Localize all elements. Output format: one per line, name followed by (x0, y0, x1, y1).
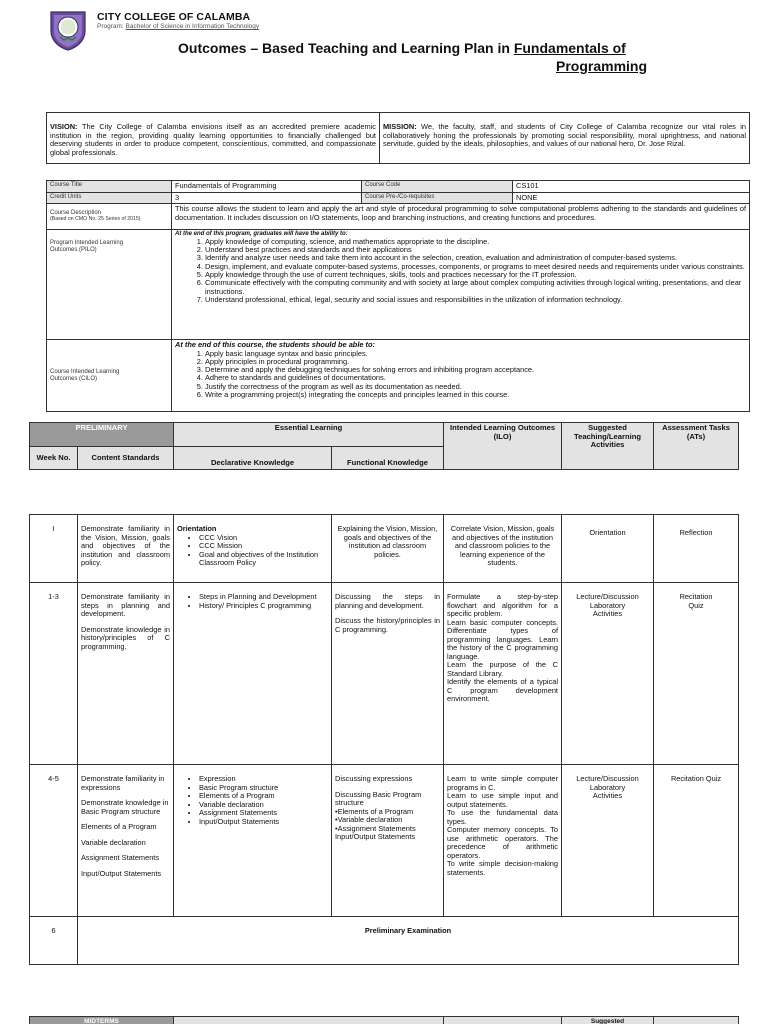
cilo-item: 6. Write a programming project(s) integrating the concepts and principles learned in this course. (205, 391, 746, 399)
assessment-cell: Reflection (654, 515, 739, 583)
table-row (30, 765, 739, 917)
course-description: This course allows the student to learn and apply the art and style of procedural programming to solve computational problems adhering to the standards and guidelines of documentation. It includes discussion on I/O statements, loop and branching instructions, and creating functions and procedures. (172, 204, 750, 230)
content-cell (78, 765, 174, 917)
table-row (30, 917, 739, 965)
list-item: • Input/Output Statements (199, 818, 328, 827)
list-item: • CCC Vision (199, 534, 328, 543)
content-line: Demonstrate familiarity in expressions (81, 774, 165, 792)
ilo-cell: Formulate a step-by-step flowchart and algorithm for a specific problem. Learn basic computer concepts. Differentiate types of programming languages. Learn the history of the C programming language. Learn the purpose of the C Standard Library. Identify the elements of a typical C program development environment. (444, 583, 562, 765)
list-item: • Goal and objectives of the Institution Classroom Policy (199, 551, 328, 568)
content-standards-header: Content Standards (78, 447, 174, 470)
content-line: Elements of a Program (81, 822, 157, 832)
content-line: Assignment Statements (81, 853, 160, 863)
exam-label: Preliminary Examination (78, 917, 739, 965)
content-line: Demonstrate knowledge in Basic Program structure (81, 798, 169, 816)
table-row (30, 515, 739, 583)
pilo-item: 6. Communicate effectively with the computing community and with society at large about complex computing activities through logical writing, presentations, and clear instructions. (205, 279, 746, 296)
midterm-assessment-header (654, 1017, 739, 1024)
cilo-item: 3. Determine and apply the debugging techniques for solving errors and inhibiting program acceptance. (205, 366, 746, 374)
term-label: PRELIMINARY (30, 423, 174, 447)
functional-header: Functional Knowledge (332, 447, 444, 470)
week-cell: I (30, 515, 78, 583)
functional-cell: Explaining the Vision, Mission, goals and objectives of the institution ad classroom policies. (332, 515, 444, 583)
pilo-label-cell: Program Intended Learning Outcomes (PILO) (47, 230, 172, 340)
assessment-header: Assessment Tasks (ATs) (654, 423, 739, 470)
declarative-cell: Orientation • CCC Vision • CCC Mission • Goal and objectives of the Institution Classroom Policy (174, 515, 332, 583)
cilo-item: 1. Apply basic language syntax and basic principles. (205, 350, 746, 358)
midterm-term-label: MIDTERMS (30, 1017, 174, 1024)
list-item: • Expression (199, 775, 328, 784)
declarative-cell (174, 583, 332, 765)
midterm-ilo-header (444, 1017, 562, 1024)
mission-cell: MISSION: We, the faculty, staff, and students of City College of Calamba recognize our vital roles in collaboratively honing the professionals by promoting social responsibility, moral uprightness, and national servitude, guided by the ideals, philosophies, and values of our national hero, Dr. Jose Rizal. (380, 113, 750, 164)
midterm-activities-header: Suggested (562, 1017, 654, 1024)
page-title: Outcomes – Based Teaching and Learning Plan in Fundamentals of (178, 40, 626, 56)
college-name: CITY COLLEGE OF CALAMBA (97, 11, 251, 23)
pilo-item: 4. Design, implement, and evaluate computer-based systems, processes, components, or programs to meet desired needs and requirements under various constraints. (205, 263, 746, 271)
pilo-item: 5. Apply knowledge through the use of current techniques, skills, tools and practices necessary for the IT profession. (205, 271, 746, 279)
list-item: • Assignment Statements (199, 809, 328, 818)
vision-mission-table (46, 112, 750, 164)
course-code-value: CS101 (513, 181, 750, 193)
cilo-label-cell: Course Intended Learning Outcomes (CILO) (47, 340, 172, 412)
cilo-item: 4. Adhere to standards and guidelines of documentations. (205, 374, 746, 382)
midterm-header-table (29, 1016, 739, 1024)
content-cell: Demonstrate familiarity in steps in planning and development. Demonstrate knowledge in history/principles of C programming. (78, 583, 174, 765)
list-item: • CCC Mission (199, 542, 328, 551)
vision-cell: VISION: The City College of Calamba envisions itself as an accredited premiere academic institution in the region, providing quality learning opportunities to financially challenged but deserving students in order to produce competent, conscientious, committed, and compassionate global professionals. (47, 113, 380, 164)
list-item: • Elements of a Program (199, 792, 328, 801)
cilo-item: 2. Apply principles in procedural programming. (205, 358, 746, 366)
content-cell: Demonstrate familiarity in the Vision, Mission, goals and objectives of the institution and classroom policy. (78, 515, 174, 583)
week-cell: 1-3 (30, 583, 78, 765)
pilo-item: 2. Understand best practices and standards and their applications (205, 246, 746, 254)
pilo-cell: At the end of this program, graduates will have the ability to: 1. Apply knowledge of computing, science, and mathematics appropriate to the discipline. 2. Understand best practices and standards and their applications 3. Identify and analyze user needs and take them into account in the selection, creation, evaluation and administration of computer-based systems. 4. Design, implement, and evaluate computer-based systems, processes, components, or programs to meet desired needs and requirements under various constraints. 5. Apply knowledge through the use of current techniques, skills, tools and practices necessary for the IT profession. 6. Communicate effectively with the computing community and with society at large about complex computing activities through logical writing, presentations, and clear instructions. 7. Understand professional, ethical, legal, security and social issues and responsibilities in the utilization of information technology. (172, 230, 750, 340)
plan-header-table (29, 422, 739, 470)
course-code-label: Course Code (362, 181, 513, 193)
declarative-list (177, 775, 328, 826)
list-item: • History/ Principles C programming (199, 602, 328, 611)
plan-body-table (29, 514, 739, 965)
course-title-value: Fundamentals of Programming (172, 181, 362, 193)
course-title-label: Course Title (47, 181, 172, 193)
pilo-item: 7. Understand professional, ethical, legal, security and social issues and responsibilities in the utilization of information technology. (205, 296, 746, 304)
course-description-label: Course Description (Based on CMO No. 25 Series of 2015) (47, 204, 172, 230)
table-row (30, 583, 739, 765)
pilo-item: 1. Apply knowledge of computing, science, and mathematics appropriate to the discipline. (205, 238, 746, 246)
college-seal-icon (47, 9, 89, 51)
ilo-cell: Correlate Vision, Mission, goals and objectives of the institution and classroom policies to the learning experience of the students. (444, 515, 562, 583)
page-title-course-line2: Programming (556, 58, 648, 74)
list-item: • Variable declaration (199, 801, 328, 810)
prereq-value: NONE (513, 192, 750, 204)
ilo-cell: Learn to write simple computer programs in C. Learn to use simple input and output statements. To use the fundamental data types. Computer memory concepts. To use arithmetic operators. The precedence of arithmetic operators. To write simple decision-making statements. (444, 765, 562, 917)
declarative-cell (174, 765, 332, 917)
ilo-header: Intended Learning Outcomes (ILO) (444, 423, 562, 470)
declarative-list (177, 593, 328, 610)
declarative-list (177, 534, 328, 568)
cilo-item: 5. Justify the correctness of the program as well as its documentation as needed. (205, 383, 746, 391)
credit-units-label: Credit Units (47, 192, 172, 204)
activity-cell: Lecture/Discussion Laboratory Activities (562, 583, 654, 765)
week-cell: 6 (30, 917, 78, 965)
activities-header: Suggested Teaching/Learning Activities (562, 423, 654, 470)
list-item: • Basic Program structure (199, 784, 328, 793)
week-header: Week No. (30, 447, 78, 470)
credit-units-value: 3 (172, 192, 362, 204)
cilo-list (175, 350, 746, 400)
pilo-item: 3. Identify and analyze user needs and take them into account in the selection, creation, evaluation and administration of computer-based systems. (205, 254, 746, 262)
list-item: • Steps in Planning and Development (199, 593, 328, 602)
activity-cell: Orientation (562, 515, 654, 583)
declarative-header: Declarative Knowledge (174, 447, 332, 470)
functional-cell: Discussing the steps in planning and development. Discuss the history/principles in C programming. (332, 583, 444, 765)
program-line: Program: Bachelor of Science in Information Technology (97, 23, 260, 30)
course-info-table (46, 180, 750, 412)
essential-learning-header: Essential Learning (174, 423, 444, 447)
content-line: Variable declaration (81, 837, 146, 847)
assessment-cell: Recitation Quiz (654, 583, 739, 765)
activity-cell: Lecture/Discussion Laboratory Activities (562, 765, 654, 917)
week-cell: 4-5 (30, 765, 78, 917)
prereq-label: Course Pre-/Co-requisites (362, 192, 513, 204)
cilo-cell: At the end of this course, the students should be able to: 1. Apply basic language syntax and basic principles. 2. Apply principles in procedural programming. 3. Determine and apply the debugging techniques for solving errors and inhibiting program acceptance. 4. Adhere to standards and guidelines of documentations. 5. Justify the correctness of the program as well as its documentation as needed. 6. Write a programming project(s) integrating the concepts and principles learned in this course. (172, 340, 750, 412)
midterm-essential-header (174, 1017, 444, 1024)
pilo-list (175, 238, 746, 304)
functional-cell: Discussing expressions Discussing Basic Program structure •Elements of a Program •Variable declaration •Assignment Statements Input/Output Statements (332, 765, 444, 917)
assessment-cell: Recitation Quiz (654, 765, 739, 917)
content-line: Input/Output Statements (81, 868, 162, 878)
